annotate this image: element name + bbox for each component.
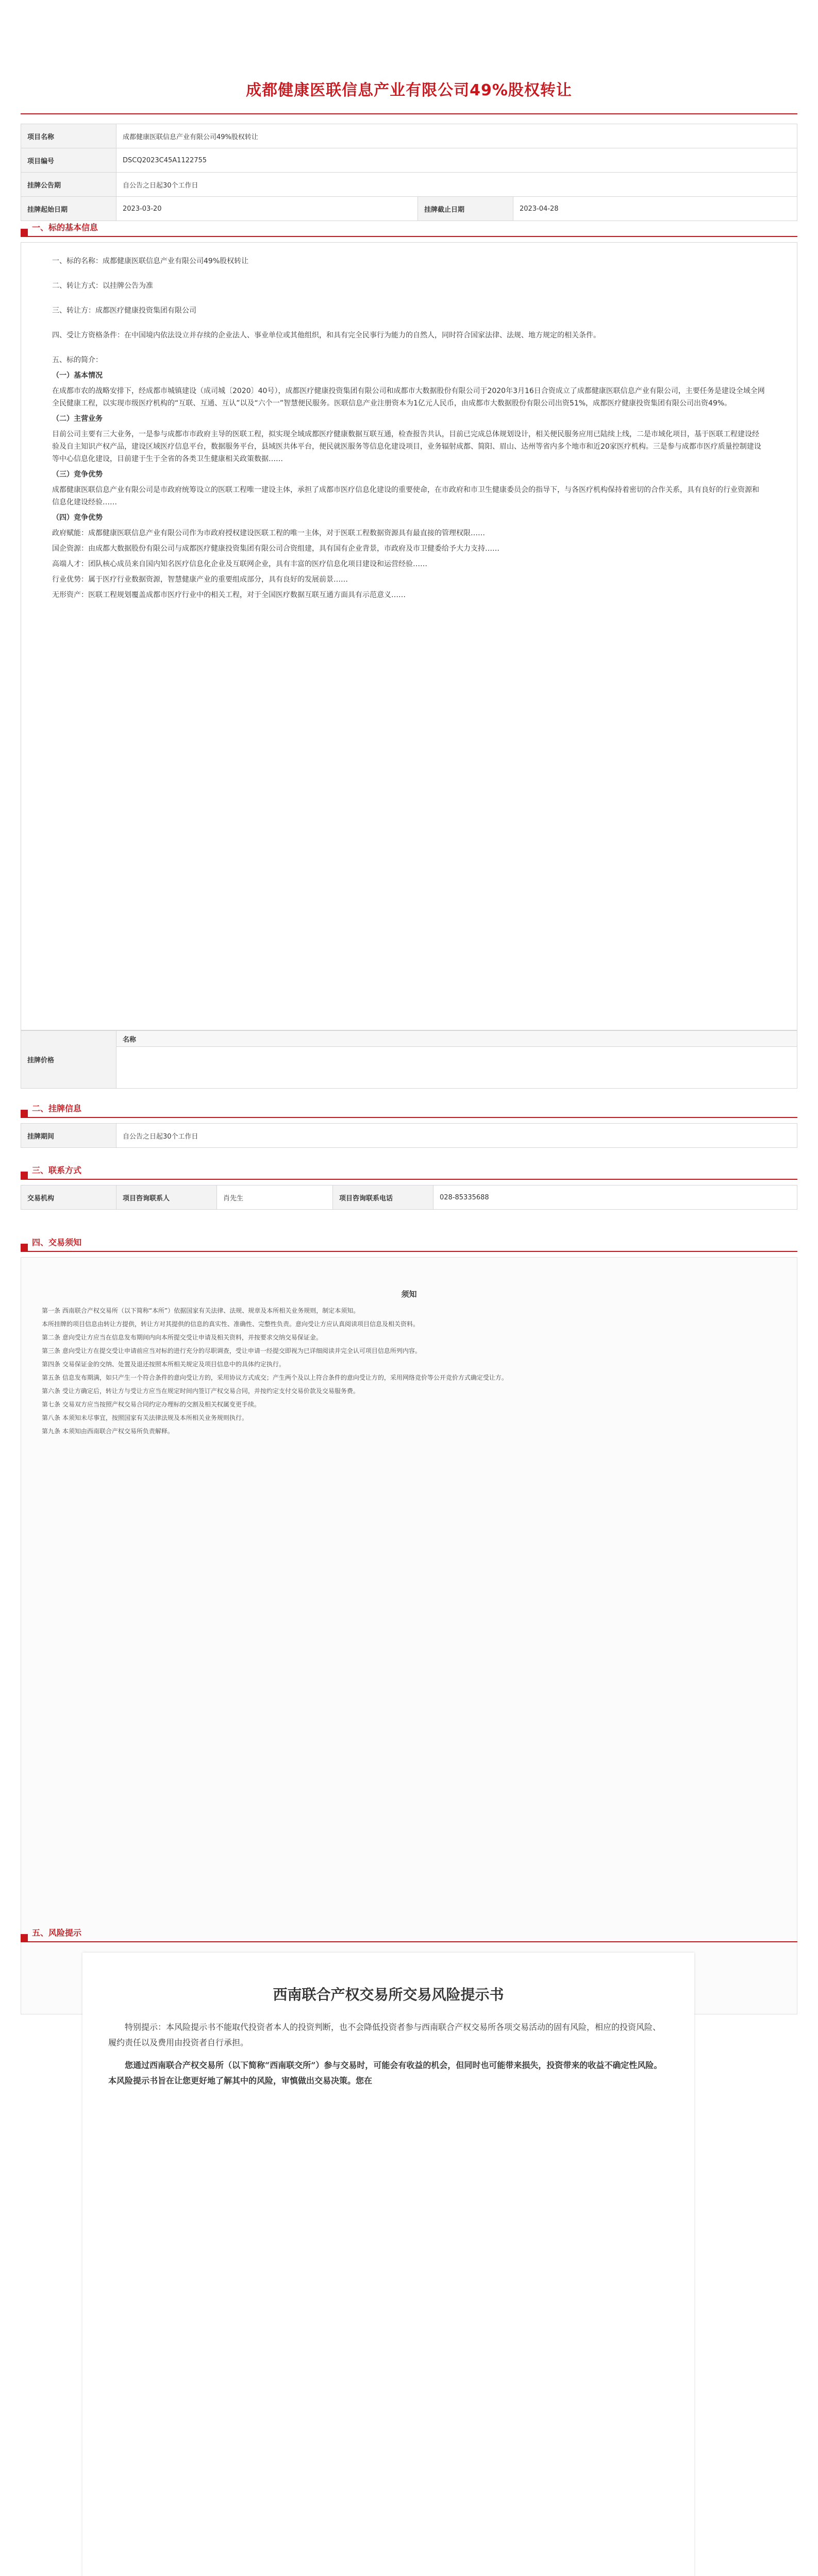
- label-project-code: 项目编号: [21, 148, 116, 173]
- section-target-heading: 一、标的基本信息: [21, 216, 797, 237]
- project-info-table: [21, 124, 797, 221]
- rules-line: 第四条 交易保证金的交纳、处置及退还按照本所相关规定及项目信息中的具体约定执行。: [42, 1361, 285, 1368]
- target-subheading: （一）基本情况: [52, 371, 103, 380]
- target-subheading: （二）主营业务: [52, 415, 103, 423]
- table-row: [21, 124, 797, 148]
- price-cell: [116, 1047, 797, 1089]
- value-contact-person: 肖先生: [217, 1185, 333, 1210]
- value-listing: 自公告之日起30个工作日: [116, 1124, 797, 1148]
- target-line: 四、受让方资格条件：在中国境内依法设立并存续的企业法人、事业单位或其他组织，和具有完全民事行为能力的自然人，同时符合国家法律、法规、地方规定的相关条件。: [52, 331, 600, 340]
- table-row: [21, 148, 797, 173]
- value-end-date: 2023-04-28: [513, 197, 797, 221]
- page-title: 成都健康医联信息产业有限公司49%股权转让: [246, 81, 572, 99]
- label-org: 交易机构: [21, 1185, 116, 1210]
- rules-line: 第三条 意向受让方在提交受让申请前应当对标的进行充分的尽职调查，受让申请一经提交即视为已详细阅读并完全认可项目信息所列内容。: [42, 1347, 421, 1354]
- col-name: 名称: [116, 1031, 797, 1047]
- target-line: 成都健康医联信息产业有限公司是市政府统筹设立的医联工程唯一建设主体，承担了成都市医疗信息化建设的重要使命，在市政府和市卫生健康委员会的指导下，与各医疗机构保持着密切的合作关系，具有良好的行业资源和信息化建设经验……: [52, 486, 759, 506]
- rules-line: 第六条 受让方确定后，转让方与受让方应当在规定时间内签订产权交易合同，并按约定支付交易价款及交易服务费。: [42, 1387, 359, 1395]
- table-row: [21, 1185, 797, 1210]
- target-line: 五、标的简介：: [52, 356, 103, 364]
- table-row: [21, 1124, 797, 1148]
- rules-line: 第七条 交易双方应当按照产权交易合同约定办理标的交割及相关权属变更手续。: [42, 1401, 260, 1408]
- target-line: 三、转让方：成都医疗健康投资集团有限公司: [52, 307, 196, 315]
- target-line: 行业优势：属于医疗行业数据资源，智慧健康产业的重要组成部分，具有良好的发展前景……: [52, 575, 348, 584]
- target-line: 目前公司主要有三大业务，一是参与成都市市政府主导的医联工程，拟实现全域成都医疗健康数据互联互通，检查报告共认，目前已完成总体规划设计，相关便民服务应用已陆续上线，二是市域化项目，基于医联工程建设经验及自主知识产权产品，建设区域医疗信息平台，数据服务平台，县域医共体平台，便民就医服务等信息化建设项目，业务辐射成都、简阳、眉山、达州等省内多个地市和近20家医疗机构。三是参与成都市医疗质量控制建设等中心信息化建设，目前建于生于全省的各类卫生健康相关政策数据……: [52, 430, 761, 463]
- section-contact-heading: 三、联系方式: [21, 1159, 797, 1180]
- label-end-date: 挂牌截止日期: [418, 197, 513, 221]
- label-project-name: 项目名称: [21, 124, 116, 148]
- rules-line: 第八条 本须知未尽事宜，按照国家有关法律法规及本所相关业务规则执行。: [42, 1414, 248, 1421]
- label-contact-phone: 项目咨询联系电话: [333, 1185, 433, 1210]
- contact-table: [21, 1185, 797, 1210]
- listing-table: [21, 1123, 797, 1148]
- risk-intro: 特别提示：本风险提示书不能取代投资者本人的投资判断，也不会降低投资者参与西南联合产权交易所各项交易活动的固有风险，相应的投资风险、履约责任以及费用由投资者自行承担。: [108, 2022, 661, 2047]
- value-project-code: DSCQ2023C45A1122755: [116, 148, 797, 173]
- section-risk-heading: 五、风险提示: [21, 1922, 797, 1942]
- section-marker: [21, 229, 28, 236]
- price-table: [21, 1030, 797, 1089]
- rules-line: 第一条 西南联合产权交易所（以下简称“本所”）依据国家有关法律、法规、规章及本所相关业务规则，制定本须知。: [42, 1307, 360, 1314]
- label-listing: 挂牌期间: [21, 1124, 116, 1148]
- rules-line: 第五条 信息发布期满，如只产生一个符合条件的意向受让方的，采用协议方式成交；产生两个及以上符合条件的意向受让方的，采用网络竞价等公开竞价方式确定受让方。: [42, 1374, 508, 1381]
- target-subheading: （四）竞争优势: [52, 514, 103, 522]
- target-line: 在成都市农的战略安排下，经成都市城镇建设（成司城〔2020〕40号），成都医疗健康投资集团有限公司和成都市大数据股份有限公司于2020年3月16日合资成立了成都健康医联信息产业有限公司，主要任务是建设全域全网全民健康工程，以实现市级医疗机构的“互联、互通、互认”以及“六个一”智慧便民服务。医联信息产业注册资本为1亿元人民币，由成都市大数据股份有限公司出资51%，成都医疗健康投资集团有限公司出资49%。: [52, 387, 765, 408]
- target-line: 一、标的名称：成都健康医联信息产业有限公司49%股权转让: [52, 257, 249, 265]
- trading-rules-document: [21, 1257, 797, 2014]
- label-contact-person: 项目咨询联系人: [116, 1185, 217, 1210]
- title-divider: [21, 113, 797, 114]
- table-row: [21, 1031, 797, 1047]
- label-start-date: 挂牌起始日期: [21, 197, 116, 221]
- value-start-date: 2023-03-20: [116, 197, 418, 221]
- target-subheading: （三）竞争优势: [52, 470, 103, 479]
- label-listing-period: 挂牌公告期: [21, 173, 116, 197]
- risk-notice-scan: [82, 1953, 694, 2576]
- risk-warning: 您通过西南联合产权交易所（以下简称“西南联交所”）参与交易时，可能会有收益的机会，但同时也可能带来损失，投资带来的收益不确定性风险。本风险提示书旨在让您更好地了解其中的风险，审慎做出交易决策。您在: [108, 2060, 662, 2086]
- target-line: 无形资产：医联工程规划覆盖成都市医疗行业中的相关工程，对于全国医疗数据互联互通方面具有示范意义……: [52, 591, 406, 599]
- table-row: [21, 1047, 797, 1089]
- section-rules-heading: 四、交易须知: [21, 1231, 797, 1252]
- target-line: 国企资源：由成都大数据股份有限公司与成都医疗健康投资集团有限公司合资组建，具有国有企业背景，市政府及市卫健委给予大力支持……: [52, 545, 499, 553]
- target-line: 政府赋能：成都健康医联信息产业有限公司作为市政府授权建设医联工程的唯一主体，对于医联工程数据资源具有最直接的管理权限……: [52, 529, 485, 537]
- value-listing-period: 自公告之日起30个工作日: [116, 173, 797, 197]
- value-project-name: 成都健康医联信息产业有限公司49%股权转让: [116, 124, 797, 148]
- section-listing-heading: 二、挂牌信息: [21, 1097, 797, 1118]
- table-row: [21, 173, 797, 197]
- target-info-box: [21, 242, 797, 1030]
- target-line: 二、转让方式：以挂牌公告为准: [52, 282, 153, 290]
- rules-line: 本所挂牌的项目信息由转让方提供，转让方对其提供的信息的真实性、准确性、完整性负责。意向受让方应认真阅读项目信息及相关资料。: [42, 1320, 420, 1328]
- rules-line: 第二条 意向受让方应当在信息发布期间内向本所提交受让申请及相关资料，并按要求交纳交易保证金。: [42, 1334, 322, 1341]
- rules-line: 第九条 本须知由西南联合产权交易所负责解释。: [42, 1428, 174, 1435]
- value-contact-phone: 028-85335688: [433, 1185, 797, 1210]
- content-area: [21, 0, 797, 1938]
- label-price: 挂牌价格: [21, 1031, 116, 1089]
- target-line: 高端人才：团队核心成员来自国内知名医疗信息化企业及互联网企业，具有丰富的医疗信息化项目建设和运营经验……: [52, 560, 427, 568]
- rules-title: 须知: [401, 1290, 417, 1299]
- risk-title: 西南联合产权交易所交易风险提示书: [273, 1986, 504, 2003]
